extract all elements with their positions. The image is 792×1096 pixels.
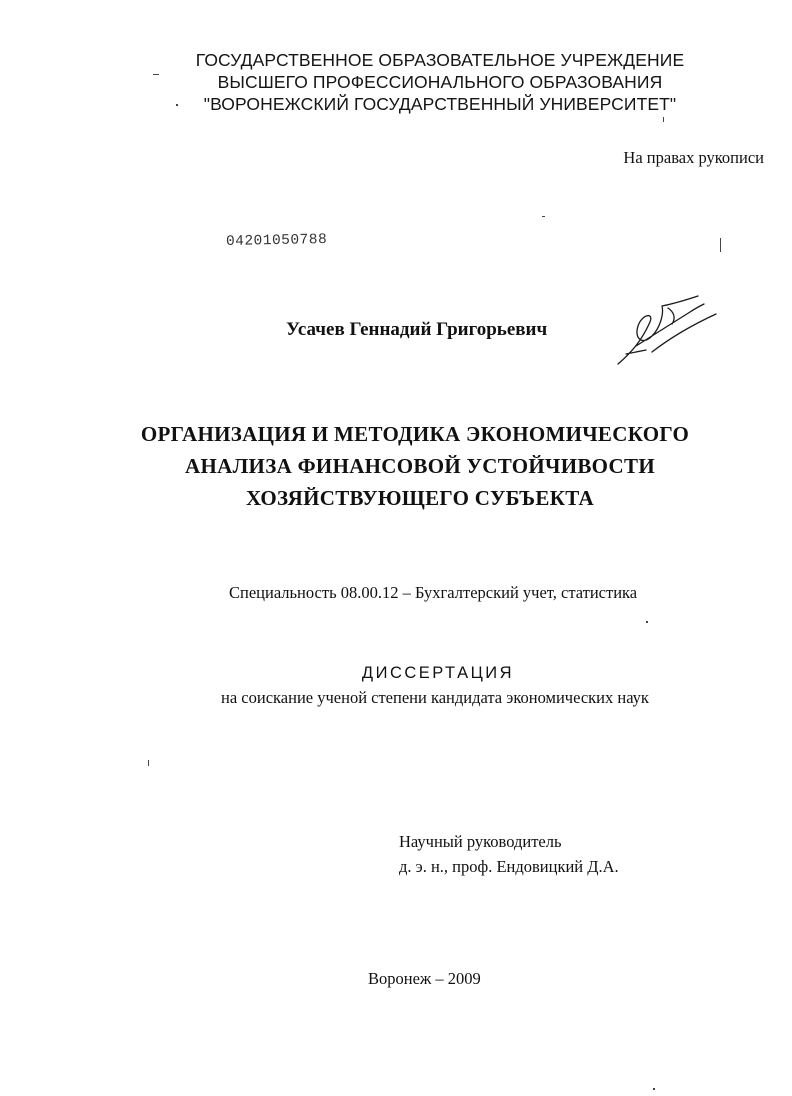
author-name: Усачев Геннадий Григорьевич bbox=[286, 319, 548, 340]
manuscript-rights-label: На правах рукописи bbox=[623, 148, 764, 167]
degree-line: на соискание ученой степени кандидата экономических наук bbox=[221, 688, 649, 707]
city-year: Воронеж – 2009 bbox=[368, 969, 481, 988]
specialty-line: Специальность 08.00.12 – Бухгалтерский учет, статистика bbox=[229, 583, 638, 602]
archive-stamp-number: 04201050788 bbox=[225, 231, 328, 251]
scan-speck bbox=[542, 216, 545, 217]
advisor-name: д. э. н., проф. Ендовицкий Д.А. bbox=[399, 857, 619, 876]
advisor-label: Научный руководитель bbox=[399, 832, 562, 851]
scan-speck bbox=[653, 1088, 655, 1090]
thesis-title-line-3: ХОЗЯЙСТВУЮЩЕГО СУБЪЕКТА bbox=[246, 486, 594, 510]
thesis-title-line-2: АНАЛИЗА ФИНАНСОВОЙ УСТОЙЧИВОСТИ bbox=[185, 454, 655, 478]
signature-icon bbox=[612, 292, 722, 372]
scan-speck bbox=[720, 238, 721, 252]
scan-speck bbox=[153, 74, 159, 75]
scan-speck bbox=[663, 117, 664, 122]
scan-speck bbox=[176, 104, 178, 106]
scan-speck bbox=[646, 621, 648, 623]
thesis-title-line-1: ОРГАНИЗАЦИЯ И МЕТОДИКА ЭКОНОМИЧЕСКОГО bbox=[140, 422, 690, 446]
scan-speck bbox=[148, 760, 149, 766]
institution-line-3: "ВОРОНЕЖСКИЙ ГОСУДАРСТВЕННЫЙ УНИВЕРСИТЕТ" bbox=[203, 94, 677, 114]
thesis-type-heading: ДИССЕРТАЦИЯ bbox=[361, 664, 515, 682]
institution-line-1: ГОСУДАРСТВЕННОЕ ОБРАЗОВАТЕЛЬНОЕ УЧРЕЖДЕНИЕ bbox=[195, 50, 685, 70]
institution-line-2: ВЫСШЕГО ПРОФЕССИОНАЛЬНОГО ОБРАЗОВАНИЯ bbox=[217, 72, 663, 92]
